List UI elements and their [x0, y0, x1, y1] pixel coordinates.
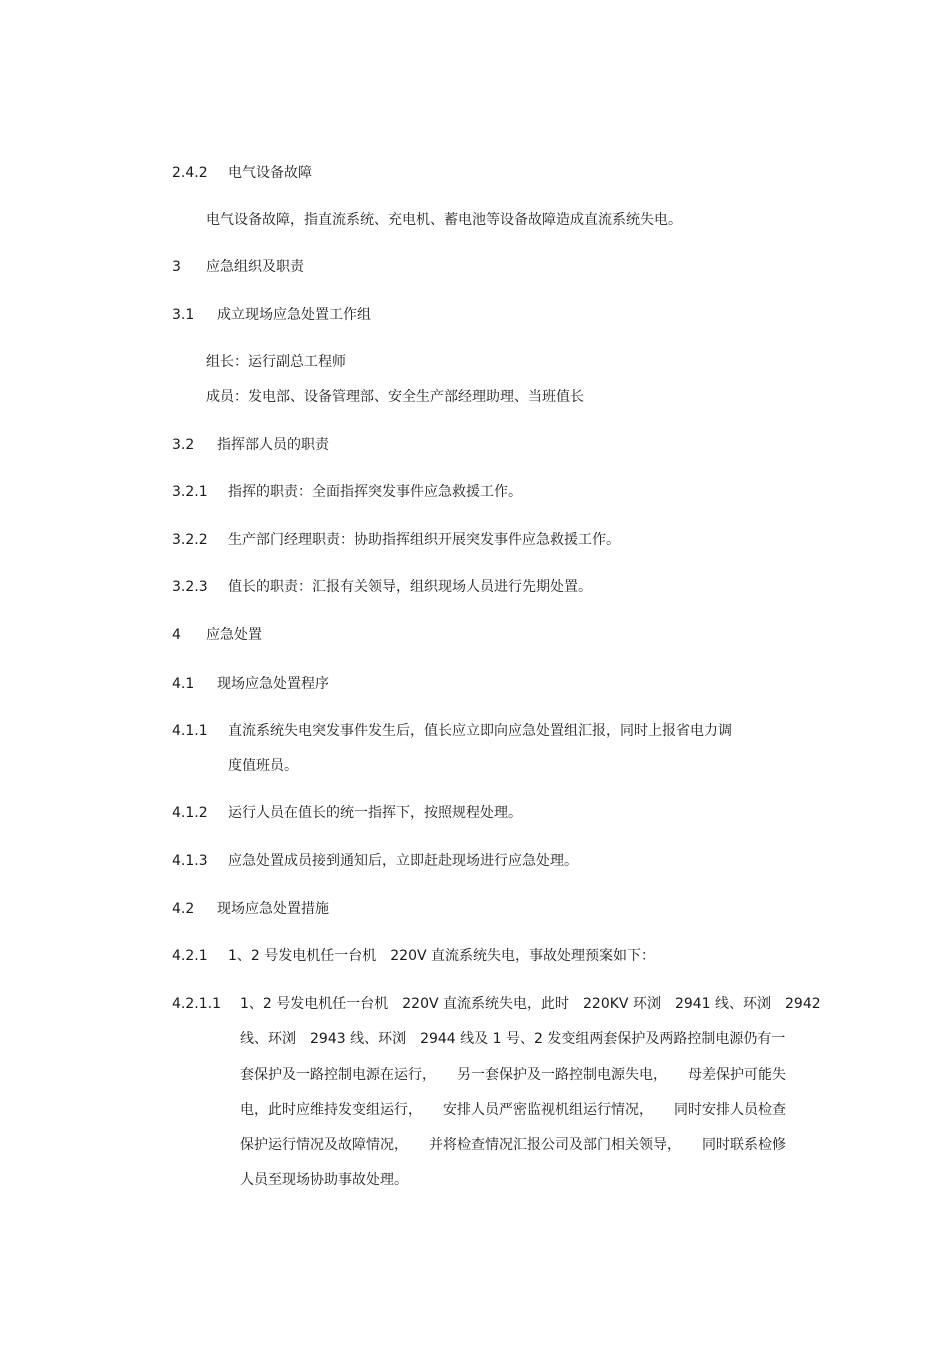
section-text: 1、2 号发电机任一台机 220V 直流系统失电，事故处理预案如下：: [228, 948, 656, 964]
paragraph-line: 线、环浏 2943 线、环浏 2944 线及 1 号、2 发变组两套保护及两路控制电源仍有一: [240, 1031, 786, 1047]
paragraph-line: 保护运行情况及故障情况， 并将检查情况汇报公司及部门相关领导， 同时联系检修: [240, 1137, 786, 1153]
paragraph: 组长：运行副总工程师: [206, 354, 346, 370]
paragraph: 电气设备故障，指直流系统、充电机、蓄电池等设备故障造成直流系统失电。: [206, 212, 682, 228]
section-text: 指挥的职责：全面指挥突发事件应急救援工作。: [228, 484, 522, 500]
section-text: 应急处置成员接到通知后，立即赶赴现场进行应急处理。: [228, 853, 578, 869]
section-number: 3.2.2: [172, 532, 208, 548]
section-number: 4.1.2: [172, 805, 208, 821]
section-number: 3.1: [172, 307, 195, 323]
section-number: 4.1.1: [172, 723, 208, 739]
section-heading: 指挥部人员的职责: [217, 437, 329, 453]
section-text: 生产部门经理职责：协助指挥组织开展突发事件应急救援工作。: [228, 532, 620, 548]
section-heading: 应急处置: [206, 627, 262, 643]
paragraph-line: 1、2 号发电机任一台机 220V 直流系统失电，此时 220KV 环浏 2941 线、环浏 2942: [240, 996, 821, 1012]
section-number: 4: [172, 627, 181, 643]
section-heading: 电气设备故障: [228, 165, 312, 181]
section-number: 4.1.3: [172, 853, 208, 869]
section-number: 4.2.1: [172, 948, 208, 964]
section-text-continued: 度值班员。: [228, 758, 298, 774]
section-text: 值长的职责：汇报有关领导，组织现场人员进行先期处置。: [228, 579, 592, 595]
section-number: 3.2: [172, 437, 195, 453]
section-number: 3.2.3: [172, 579, 208, 595]
section-heading: 应急组织及职责: [206, 259, 304, 275]
section-number: 3.2.1: [172, 484, 208, 500]
section-heading: 现场应急处置措施: [217, 901, 329, 917]
paragraph: 成员：发电部、设备管理部、安全生产部经理助理、当班值长: [206, 389, 584, 405]
section-number: 2.4.2: [172, 165, 208, 181]
section-heading: 现场应急处置程序: [217, 676, 329, 692]
section-number: 4.2: [172, 901, 195, 917]
paragraph-line: 人员至现场协助事故处理。: [240, 1172, 408, 1188]
section-text: 运行人员在值长的统一指挥下，按照规程处理。: [228, 805, 522, 821]
section-text: 直流系统失电突发事件发生后，值长应立即向应急处置组汇报，同时上报省电力调: [228, 723, 732, 739]
section-number: 4.1: [172, 676, 195, 692]
section-heading: 成立现场应急处置工作组: [217, 307, 371, 323]
paragraph-line: 电，此时应维持发变组运行， 安排人员严密监视机组运行情况， 同时安排人员检查: [240, 1102, 786, 1118]
section-number: 4.2.1.1: [172, 996, 221, 1012]
section-number: 3: [172, 259, 181, 275]
paragraph-line: 套保护及一路控制电源在运行， 另一套保护及一路控制电源失电， 母差保护可能失: [240, 1067, 786, 1083]
